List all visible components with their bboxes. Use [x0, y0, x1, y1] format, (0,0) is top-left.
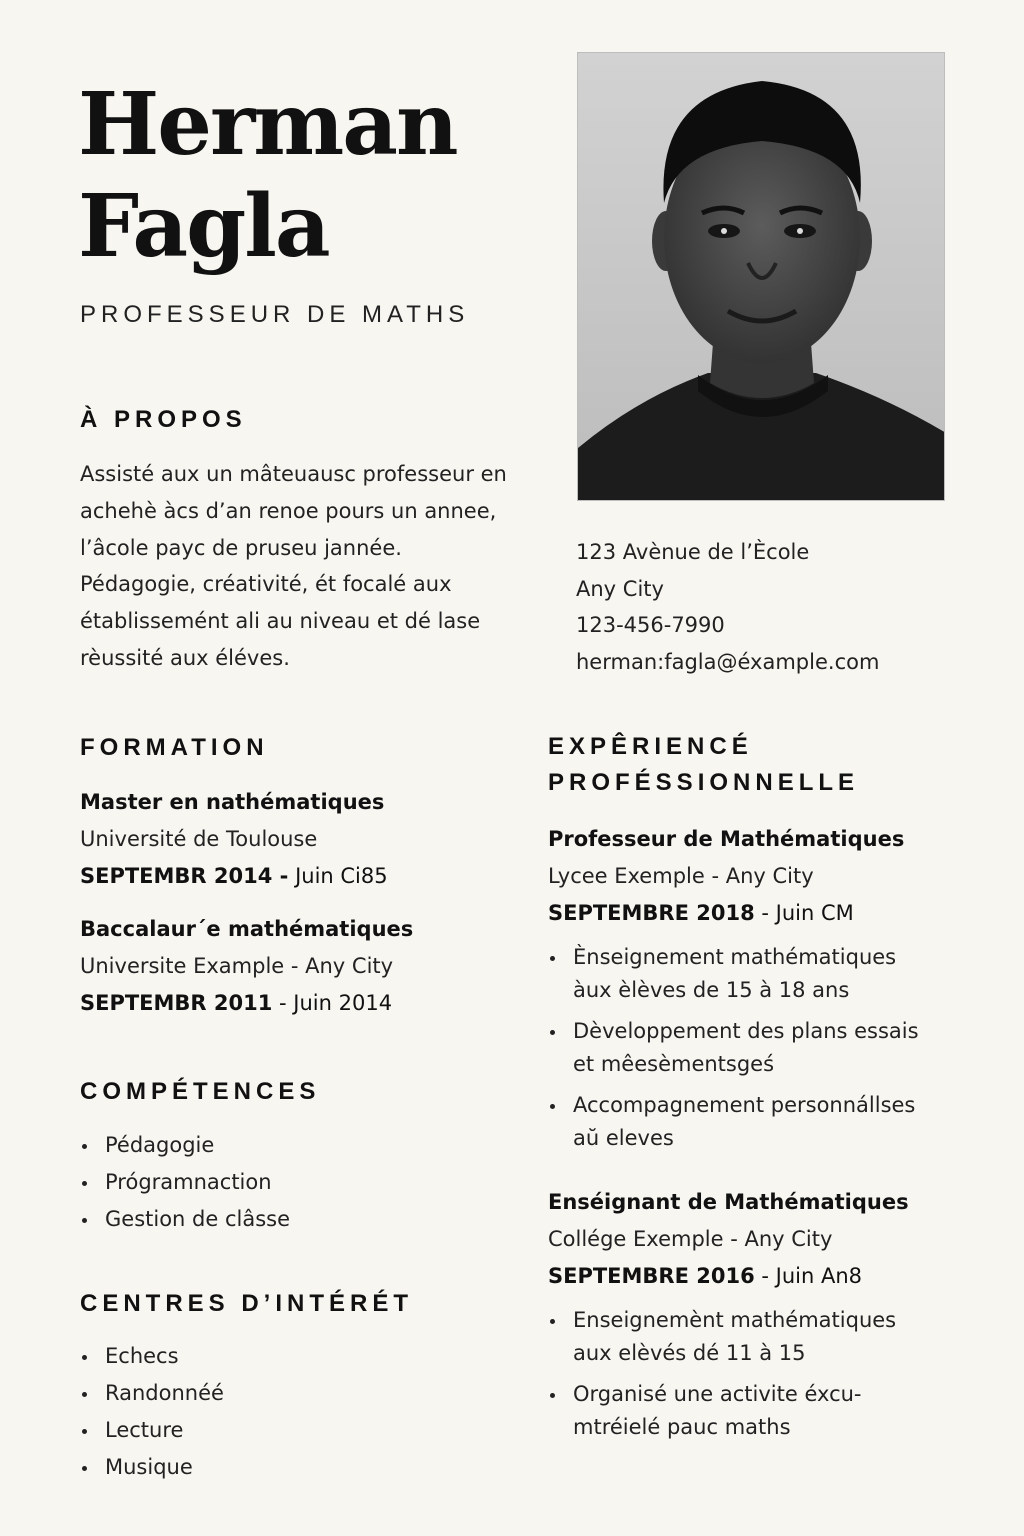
- contact-email: herman:fagla@éxample.com: [576, 649, 880, 674]
- contact-phone: 123-456-7990: [576, 613, 725, 637]
- school-name: Universite Example - Any City: [80, 954, 394, 978]
- job-duties: [548, 941, 928, 1155]
- duty-item: Organisé une activite éxcu-mtréielé pauc maths: [548, 1378, 928, 1444]
- interests-heading: CENTRES D’INTÉRÉT: [80, 1290, 414, 1317]
- skills-heading: COMPÉTENCES: [80, 1078, 321, 1105]
- education-dates: SEPTEMBR 2014 - Juin Ci85: [80, 864, 388, 888]
- job-title: PROFESSEUR DE MATHS: [80, 301, 470, 328]
- contact-address: 123 Avènue de l’Ècole: [576, 540, 810, 564]
- education-dates: SEPTEMBR 2011 - Juin 2014: [80, 991, 393, 1015]
- experience-heading-line2: PROFÉSSIONNELLE: [548, 769, 860, 796]
- education-entry: [80, 911, 520, 1022]
- duty-item: Dèveloppement des plans essais et mêesèmentsgeś: [548, 1015, 928, 1081]
- skill-item: Pédagogie: [80, 1127, 290, 1164]
- job-place: Lycee Exemple - Any City: [548, 864, 814, 888]
- experience-heading-line1: EXPÊRIENCÉ: [548, 733, 753, 760]
- interest-item: Randonnéé: [80, 1375, 224, 1412]
- interest-item: Lecture: [80, 1412, 224, 1449]
- about-heading: À PROPOS: [80, 406, 247, 433]
- skill-item: Gestion de clâsse: [80, 1201, 290, 1238]
- education-entry: [80, 784, 520, 895]
- degree-title: Master en nathématiques: [80, 790, 385, 814]
- school-name: Université de Toulouse: [80, 827, 318, 851]
- skill-item: Prógramnaction: [80, 1164, 290, 1201]
- formation-heading: FORMATION: [80, 734, 269, 761]
- job-title-label: Professeur de Mathématiques: [548, 827, 905, 851]
- interests-list: [80, 1338, 224, 1486]
- candidate-name: [78, 74, 457, 278]
- skills-list: [80, 1127, 290, 1238]
- contact-info: [576, 534, 976, 680]
- profile-photo: [577, 52, 945, 501]
- interest-item: Echecs: [80, 1338, 224, 1375]
- duty-item: Ènseignement mathématiques àux èlèves de 15 à 18 ans: [548, 941, 928, 1007]
- job-place: Collége Exemple - Any City: [548, 1227, 833, 1251]
- job-title-label: Enséignant de Mathématiques: [548, 1190, 909, 1214]
- job-duties: [548, 1304, 928, 1444]
- duty-item: Accompagnement personnállses aŭ eleves: [548, 1089, 928, 1155]
- job-dates: SEPTEMBRE 2018 - Juin CM: [548, 901, 854, 925]
- degree-title: Baccalaur´e mathématiques: [80, 917, 414, 941]
- job-dates: SEPTEMBRE 2016 - Juin An8: [548, 1264, 863, 1288]
- about-text: Assisté aux un mâteuausc professeur en achehè àcs d’an renoe pours un annee, l’âcole payc de pruseu jannée. Pédagogie, créativité, ét focalé aux établissemént ali au niveau et dé lase rèussité aux éléves.: [80, 462, 507, 670]
- first-name: Herman: [78, 74, 457, 175]
- contact-city: Any City: [576, 576, 664, 601]
- interest-item: Musique: [80, 1449, 224, 1486]
- experience-heading: [548, 729, 859, 801]
- job-entry: [548, 1184, 988, 1452]
- last-name: Fagla: [78, 176, 329, 277]
- job-entry: [548, 821, 988, 1163]
- duty-item: Enseignemènt mathématiques aux elèvés dé 11 à 15: [548, 1304, 928, 1370]
